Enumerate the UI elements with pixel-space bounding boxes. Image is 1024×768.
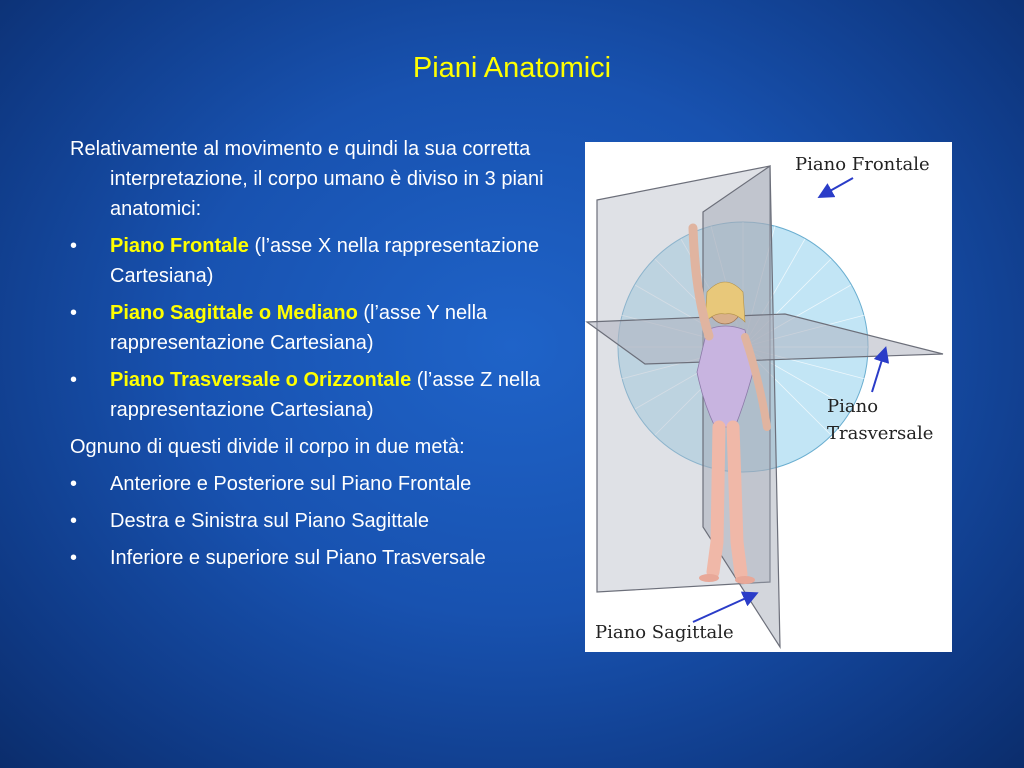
bullet-transverse-plane bbox=[70, 365, 550, 425]
frontal-plane-desc: (l’asse X nella rappresentazione Cartesiana) bbox=[110, 235, 540, 287]
label-sagittal: Piano Sagittale bbox=[595, 622, 734, 643]
arrow-sagittal-icon bbox=[693, 594, 755, 622]
slide-body bbox=[70, 134, 550, 580]
arrow-frontal-icon bbox=[821, 178, 853, 196]
bullet-dot: • bbox=[70, 235, 78, 257]
inferior-superior-text: Inferiore e superiore sul Piano Trasversale bbox=[110, 547, 486, 569]
bullet-dot: • bbox=[70, 473, 78, 495]
label-transverse-line2: Trasversale bbox=[827, 423, 934, 444]
anatomical-planes-figure bbox=[585, 142, 952, 652]
sagittal-plane-desc: (l’asse Y nella rappresentazione Cartesiana) bbox=[110, 302, 488, 354]
bullet-inferior-superior bbox=[70, 543, 550, 573]
bullet-anterior-posterior bbox=[70, 469, 550, 499]
transverse-plane-name: Piano Trasversale o Orizzontale bbox=[110, 369, 412, 391]
bullet-frontal-plane bbox=[70, 231, 550, 291]
bullet-dot: • bbox=[70, 302, 78, 324]
label-frontal: Piano Frontale bbox=[795, 154, 930, 175]
bullet-right-left bbox=[70, 506, 550, 536]
bullet-sagittal-plane bbox=[70, 298, 550, 358]
anatomical-planes-diagram bbox=[585, 142, 952, 652]
divides-paragraph: Ognuno di questi divide il corpo in due metà: bbox=[70, 436, 465, 458]
transverse-plane bbox=[587, 314, 943, 364]
intro-paragraph: Relativamente al movimento e quindi la sua corretta interpretazione, il corpo umano è diviso in 3 piani anatomici: bbox=[70, 138, 544, 220]
anterior-posterior-text: Anteriore e Posteriore sul Piano Frontale bbox=[110, 473, 472, 495]
bullet-dot: • bbox=[70, 510, 78, 532]
transverse-plane-desc: (l’asse Z nella rappresentazione Cartesiana) bbox=[110, 369, 541, 421]
frontal-plane-name: Piano Frontale bbox=[110, 235, 249, 257]
sagittal-plane-name: Piano Sagittale o Mediano bbox=[110, 302, 358, 324]
label-transverse-line1: Piano bbox=[827, 396, 879, 417]
slide-title: Piani Anatomici bbox=[412, 52, 612, 84]
bullet-dot: • bbox=[70, 547, 78, 569]
right-left-text: Destra e Sinistra sul Piano Sagittale bbox=[110, 510, 430, 532]
bullet-dot: • bbox=[70, 369, 78, 391]
